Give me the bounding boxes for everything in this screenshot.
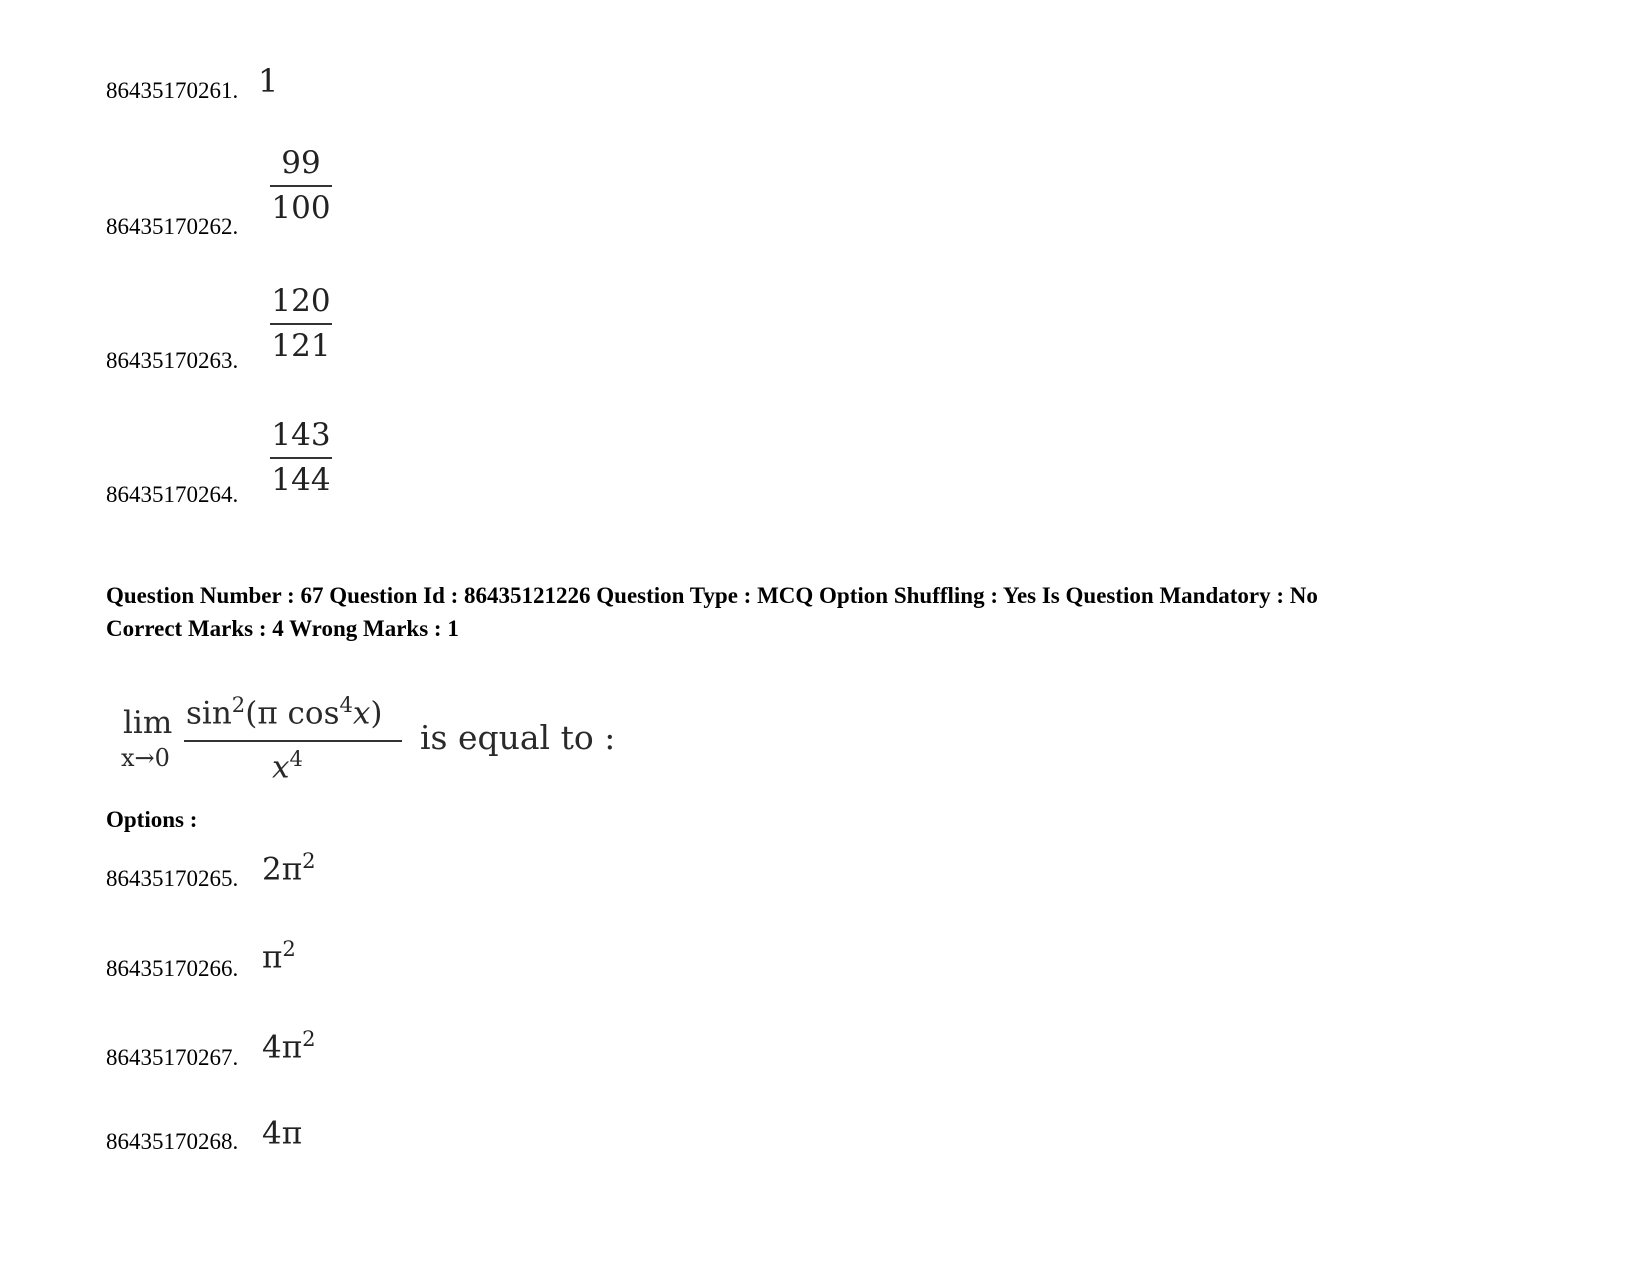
argument-variable: x <box>352 695 371 732</box>
fraction <box>270 417 332 498</box>
option-value <box>262 1026 316 1065</box>
cos-exponent: 4 <box>339 692 353 717</box>
options-label: Options : <box>106 807 198 832</box>
numerator: 99 <box>281 145 321 181</box>
option-id: 86435170268. <box>106 1129 239 1154</box>
lim-subscript: x→0 <box>121 744 170 772</box>
question-header: Question Number : 67 Question Id : 86435121226 Question Type : MCQ Option Shuffling : Yes Is Question Mandatory : No <box>106 583 1318 608</box>
denominator: 144 <box>271 462 331 498</box>
denominator-exponent: 4 <box>289 746 303 771</box>
fraction <box>270 145 332 226</box>
expression-tail: is equal to : <box>420 718 616 757</box>
numerator: 143 <box>271 417 331 453</box>
option-id: 86435170264. <box>106 482 239 507</box>
option-value <box>262 848 316 887</box>
option-base: π <box>262 939 283 976</box>
question-marks: Correct Marks : 4 Wrong Marks : 1 <box>106 616 459 641</box>
option-exponent: 2 <box>282 936 296 961</box>
option-exponent: 2 <box>302 848 316 873</box>
denominator: 100 <box>271 190 331 226</box>
argument-open: (π cos <box>245 695 340 732</box>
numerator: 120 <box>271 283 331 319</box>
option-value: 1 <box>258 62 279 100</box>
expression-numerator <box>186 692 383 731</box>
sin-function: sin <box>186 695 232 732</box>
option-value <box>262 1112 302 1151</box>
option-id: 86435170263. <box>106 348 239 373</box>
sin-exponent: 2 <box>231 692 246 717</box>
option-value <box>262 936 296 975</box>
option-exponent: 2 <box>302 1026 316 1051</box>
expression-denominator <box>272 746 303 785</box>
expression-fraction-bar <box>184 740 402 742</box>
option-base: 2π <box>262 851 303 888</box>
fraction <box>270 283 332 364</box>
option-base: 4π <box>262 1115 303 1152</box>
option-id: 86435170261. <box>106 78 239 103</box>
option-id: 86435170266. <box>106 956 239 981</box>
denominator-variable: x <box>272 749 290 786</box>
lim-operator: lim <box>123 705 173 741</box>
denominator: 121 <box>271 328 331 364</box>
option-id: 86435170265. <box>106 866 239 891</box>
option-base: 4π <box>262 1029 303 1066</box>
option-id: 86435170262. <box>106 214 239 239</box>
argument-close: ) <box>370 695 383 732</box>
option-id: 86435170267. <box>106 1045 239 1070</box>
